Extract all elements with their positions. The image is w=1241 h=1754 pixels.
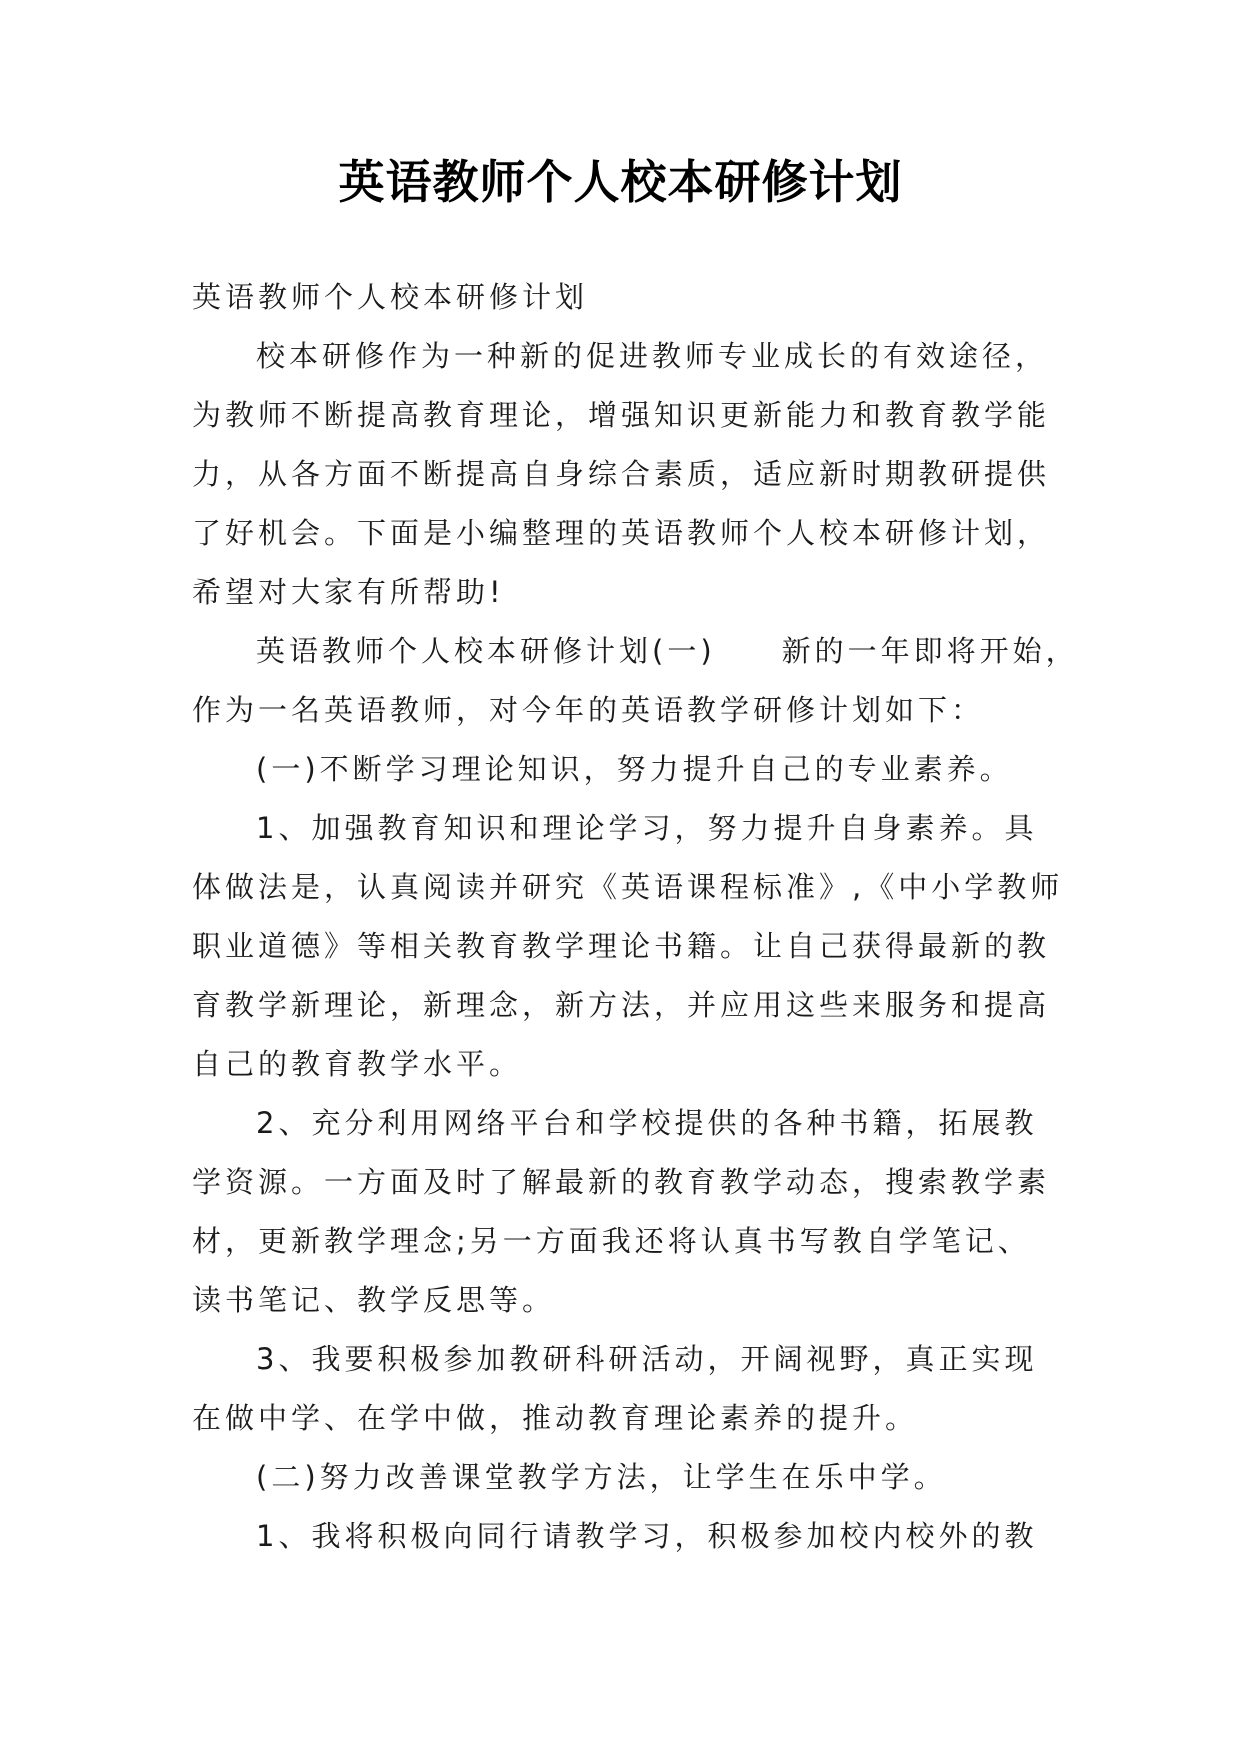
text-line: 1、加强教育知识和理论学习，努力提升自身素养。具 bbox=[256, 811, 1038, 845]
text-line: 力，从各方面不断提高自身综合素质，适应新时期教研提供 bbox=[192, 457, 1051, 491]
text-line: 作为一名英语教师，对今年的英语教学研修计划如下： bbox=[192, 693, 985, 727]
text-line: 希望对大家有所帮助! bbox=[192, 575, 505, 609]
text-line: 英语教师个人校本研修计划 bbox=[192, 280, 589, 314]
text-line: 英语教师个人校本研修计划(一) 新的一年即将开始， bbox=[256, 634, 1079, 668]
text-line: 体做法是，认真阅读并研究《英语课程标准》,《中小学教师 bbox=[192, 870, 1064, 904]
text-line: 学资源。一方面及时了解最新的教育教学动态，搜索教学素 bbox=[192, 1165, 1051, 1199]
text-line: 自己的教育教学水平。 bbox=[192, 1047, 523, 1081]
text-line: 育教学新理论，新理念，新方法，并应用这些来服务和提高 bbox=[192, 988, 1051, 1022]
text-line: 在做中学、在学中做，推动教育理论素养的提升。 bbox=[192, 1401, 919, 1435]
text-line: 校本研修作为一种新的促进教师专业成长的有效途径， bbox=[256, 339, 1049, 373]
text-line: (一)不断学习理论知识，努力提升自己的专业素养。 bbox=[256, 752, 1013, 786]
text-line: 材，更新教学理念;另一方面我还将认真书写教自学笔记、 bbox=[192, 1224, 1031, 1258]
text-line: 为教师不断提高教育理论，增强知识更新能力和教育教学能 bbox=[192, 398, 1051, 432]
document-body bbox=[192, 268, 1079, 1566]
text-line: 2、充分利用网络平台和学校提供的各种书籍，拓展教 bbox=[256, 1106, 1038, 1140]
text-line: 职业道德》等相关教育教学理论书籍。让自己获得最新的教 bbox=[192, 929, 1051, 963]
text-line: (二)努力改善课堂教学方法，让学生在乐中学。 bbox=[256, 1460, 947, 1494]
text-line: 1、我将积极向同行请教学习，积极参加校内校外的教 bbox=[256, 1519, 1038, 1553]
document-title: 英语教师个人校本研修计划 bbox=[338, 155, 903, 209]
text-line: 3、我要积极参加教研科研活动，开阔视野，真正实现 bbox=[256, 1342, 1038, 1376]
text-line: 读书笔记、教学反思等。 bbox=[192, 1283, 556, 1317]
text-line: 了好机会。下面是小编整理的英语教师个人校本研修计划， bbox=[192, 516, 1051, 550]
